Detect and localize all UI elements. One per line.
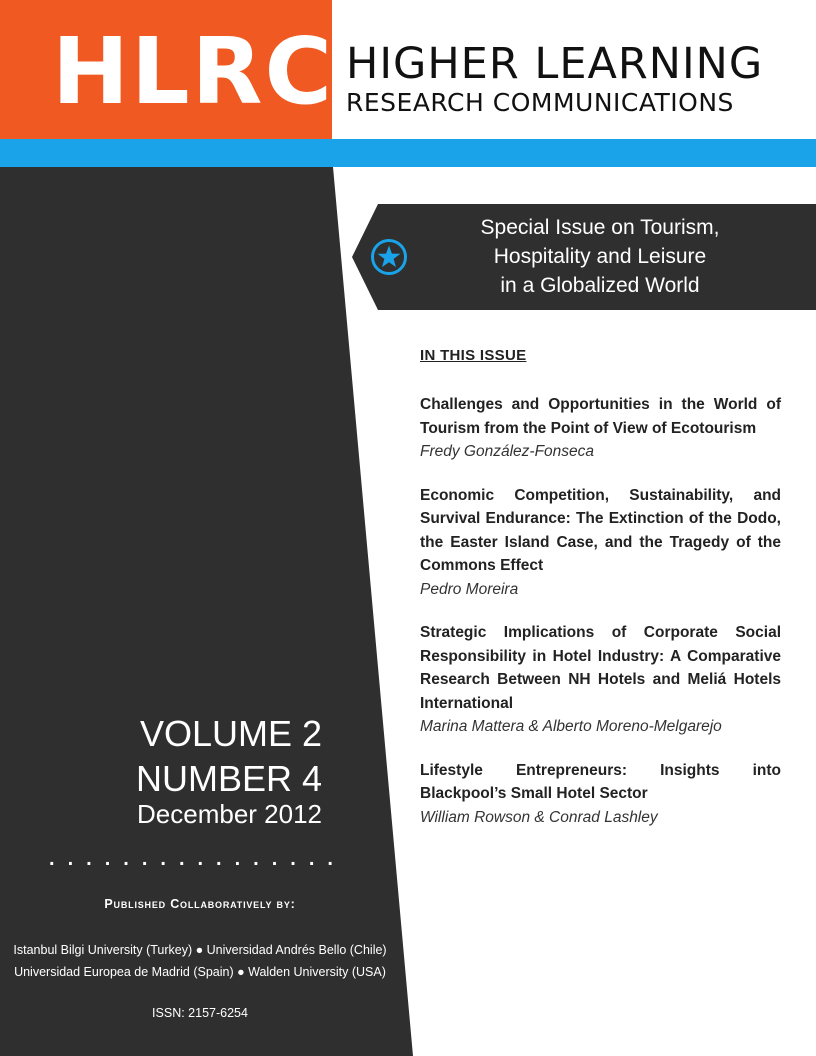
article-item [420,484,781,602]
article-title: Economic Competition, Sustainability, and Survival Endurance: The Extinction of the Dodo, the Easter Island Case, and the Tragedy of the Commons Effect [420,486,781,574]
dotted-separator: ................ [49,848,346,870]
published-by-label: Published Collaboratively by: [104,897,296,911]
hlrc-logo: HLRC [52,18,334,125]
article-authors: Fredy González-Fonseca [420,443,595,460]
article-item [420,393,781,464]
article-list [420,393,781,849]
article-title: Challenges and Opportunities in the World of Tourism from the Point of View of Ecotourism [420,396,781,437]
journal-title-line1: HIGHER LEARNING [346,39,764,89]
special-issue-title [420,213,780,300]
article-authors: William Rowson & Conrad Lashley [420,808,658,826]
in-this-issue-heading: IN THIS ISSUE [420,347,527,364]
article-authors: Marina Mattera & Alberto Moreno-Melgarejo [420,718,722,735]
university-line: Universidad Europea de Madrid (Spain) ● Walden University (USA) [14,965,386,979]
article-title: Lifestyle Entrepreneurs: Insights into Blackpool’s Small Hotel Sector [420,761,781,802]
banner-line: Hospitality and Leisure [493,245,707,268]
number-label: NUMBER 4 [135,758,322,799]
journal-title-line2: RESEARCH COMMUNICATIONS [346,88,734,117]
issue-date: December 2012 [137,799,322,829]
article-item [420,621,781,739]
article-title: Strategic Implications of Corporate Social Responsibility in Hotel Industry: A Comparative Research Between NH Hotels and Meliá Hotels International [420,624,781,712]
university-line: Istanbul Bilgi University (Turkey) ● Universidad Andrés Bello (Chile) [13,943,387,957]
article-item [420,759,781,830]
volume-label: VOLUME 2 [139,713,322,754]
banner-line: in a Globalized World [500,274,700,297]
university-list [0,939,400,983]
article-authors: Pedro Moreira [420,580,519,598]
banner-line: Special Issue on Tourism, [480,216,720,239]
star-circle-icon [370,238,408,276]
issn-number: ISSN: 2157-6254 [152,1006,248,1020]
